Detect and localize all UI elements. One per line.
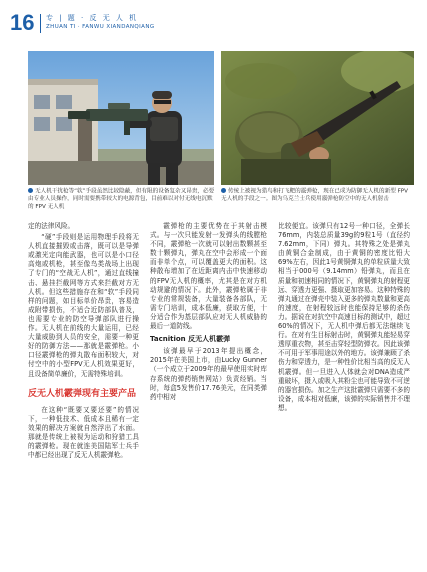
paragraph: 霰弹枪的主要优势在于其射击模式。与一次只能发射一发弹头的线膛枪不同，霰弹枪一次就可以射出数颗甚至数十颗弹丸，弹丸在空中会形成一个面而非单个点，可以覆盖更大的面积。这种散布增加了在近距离内击中快速移动的FPV无人机的概率，尤其是在对方机动规避的情况下。此外，霰弹枪属于非专业的常规装备，大量装备各部队，无需专门培训，成本低廉，获取方便，十分适合作为基层部队应对无人机威胁的最后一道防线。 [150, 222, 267, 331]
caption-bullet-icon [28, 188, 33, 193]
text-column-1 [28, 222, 139, 567]
text-column-2 [150, 222, 267, 567]
header-divider [40, 14, 41, 33]
figure-caption-1 [28, 188, 216, 211]
section-subtitle: ZHUAN TI · FANWU XIANDANQIANG [46, 24, 155, 30]
paragraph: 该弹最早于2013年提出概念，2015年在美国上市，由Lucky Gunner（一个成立于2009年的最早使用实时库存系统的弹药销售网站）负责经销。当时，每盒5发售价17.76美元，在同类弹药中相对 [150, 347, 267, 401]
subsection-heading: Tacnition 反无人机霰弹 [150, 335, 231, 344]
paragraph: 在这种“既要又要还要”的情况下，一种低技术、低成本且稀有一定效果的解决方案就自然浮出了水面。那就是传统上被视为运动和狩猎工具的霰弹枪。现在就连美国陆军士兵手中都已经出现了反无人机霰弹枪。 [28, 405, 139, 460]
paragraph: “硬”手段则是运用物理手段将无人机直接摧毁或击落，既可以是导弹或激光定向能武器，也可以是小口径高炮或机枪，甚至像鸟类战场上出现了专门的“空战无人机”，通过直线撞击、悬挂拦截网等方式来拦截对方无人机。但这些措施存在和“软”手段同样的问题，如目标单价昂贵，容易造成附带损伤，不适合近防部队普及，也需要专业的防空导弹部队进行操作。无人机在前线的大量运用，已经大量威胁到人员的安全，需要一种更好的防御方法——那就是霰弹枪。小口径霰弹枪的弹丸散布面积较大，对付空中的小型FPV无人机效果更好，且设备简单廉价，无需特殊培训。 [28, 233, 139, 378]
photo-drone-jammer-soldier [28, 51, 214, 185]
page-number: 16 [10, 10, 35, 35]
page-header [10, 10, 310, 38]
section-heading: 反无人机霰弹现有主要产品 [28, 388, 137, 399]
paragraph: 比较便宜。该弹只有12号一种口径，全弹长76mm，内装总质量39g的9粒1号（直径约7.62mm，下同）弹丸。其特殊之处是弹丸由黄铜合金制成，由于黄铜的密度比铅大69%左右，因此1号黄铜弹丸的单粒质量大致相当于000号（9.14mm）铅弹丸，而且在质量和初速相同的情况下，黄铜弹丸的射程更远、穿透力更强、摄取更加容易。这种特殊的弹丸通过在弹壳中装入更多的弹丸数量和更高的速度，在射程较远时也能保持足够的杀伤力。据说在对抗空中高速目标的测试中，超过60%的情况下，无人机中弹后都无法继续飞行。在对有生目标射击时，黄铜弹丸能轻易穿透厚重衣物，甚至击穿轻型防弹衣。因此该弹不可用于军事用途以外的地方。该弹兼顾了杀伤力和穿透力，是一种性价比相当高的反无人机霰弹。但一旦进入人体就会对DNA造成严重破坏，摄入或吸入其粉尘也可能导致不可逆的器官损伤。加之生产这批霰弹只需要不多的设备，成本相对低廉，该弹的实际销售并不理想。 [278, 222, 410, 412]
caption-text: 传统上被视为猎鸟和打飞靶的霰弹枪，现在已成为防御无人机的新型 FPV 无人机的手段之一。图为乌克兰士兵使用霰弹枪防空中的无人机射击 [221, 188, 409, 203]
caption-bullet-icon [221, 188, 226, 193]
section-title: 专 | 题 · 反 无 人 机 [46, 14, 139, 22]
paragraph: 定的法律风险。 [28, 222, 75, 230]
caption-text: 无人机干扰枪等“软”手段虽然比较隐蔽，但有限的设备复杂又昂贵，必要由专业人员操作，同时需要携带较大的电源背包，目前难以对付无线电沉默的 FPV 无人机 [28, 188, 215, 210]
text-column-3 [278, 222, 410, 567]
photo-shotgun-soldier [221, 51, 414, 185]
figure-caption-2 [221, 188, 413, 204]
